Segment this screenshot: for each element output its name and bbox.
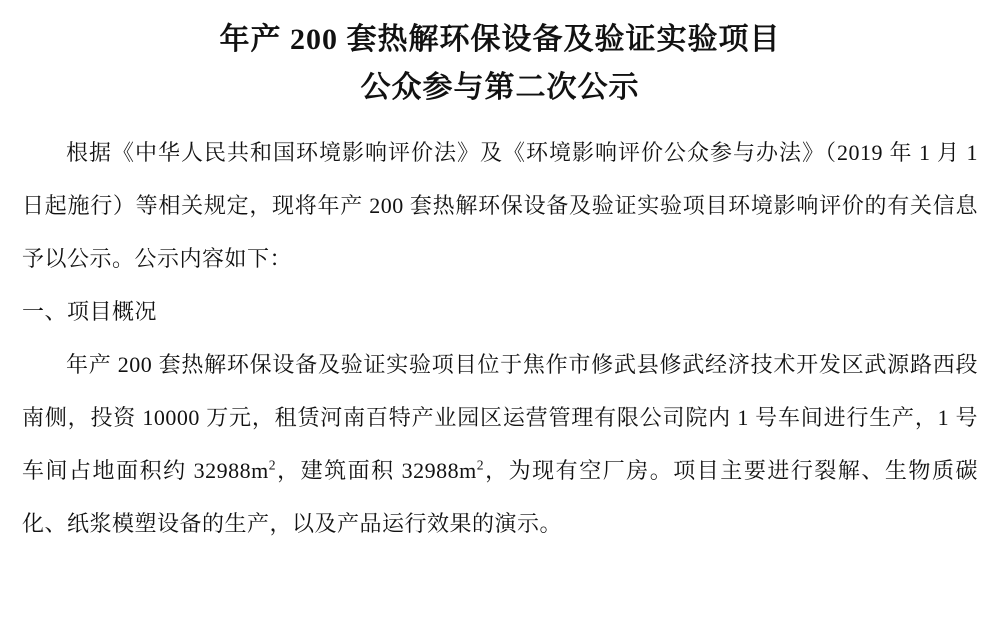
paragraph-project-overview	[22, 338, 978, 550]
overview-superscript-2: 2	[476, 457, 485, 473]
section-heading-project-overview: 一、项目概况	[22, 299, 158, 324]
document-title-line-2: 公众参与第二次公示	[360, 71, 640, 104]
document-title-line-1: 年产 200 套热解环保设备及验证实验项目	[219, 23, 781, 56]
overview-segment-1: 年产 200 套热解环保设备及验证实验项目位于焦作市修武县修武经济技术开发区武源路西段南侧，投资 10000 万元，租赁河南百特产业园区运营管理有限公司院内 1 号车间进行生产，1 号车间占地面积约 32988m	[22, 352, 978, 483]
overview-superscript-1: 2	[268, 457, 277, 473]
document-title-block	[22, 16, 978, 112]
overview-segment-3: ，为现有空厂房。项目主要进行裂解、生物质碳化、纸浆模塑设备的生产，以及产品运行效果的演示。	[22, 458, 978, 536]
overview-segment-2: ，建筑面积 32988m	[276, 458, 477, 483]
paragraph-legal-basis: 根据《中华人民共和国环境影响评价法》及《环境影响评价公众参与办法》（2019 年 1 月 1 日起施行）等相关规定，现将年产 200 套热解环保设备及验证实验项目环境影响评价的有关信息予以公示。公示内容如下：	[22, 140, 978, 271]
document-body	[22, 126, 978, 550]
